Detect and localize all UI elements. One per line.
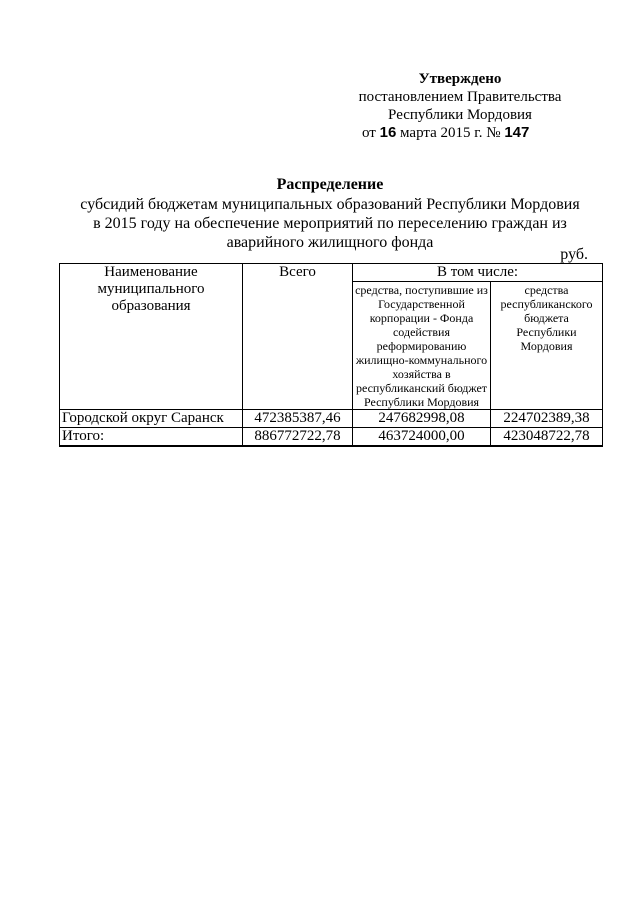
row-name: Городской округ Саранск <box>60 410 243 428</box>
column-header-name: Наименование муниципального образования <box>60 264 243 410</box>
date-prefix: от <box>362 125 376 141</box>
table-row-total <box>60 428 603 447</box>
row-total: 886772722,78 <box>243 428 353 447</box>
subsidy-table <box>59 263 603 447</box>
document-title: Распределение <box>276 176 384 193</box>
document-subtitle: субсидий бюджетам муниципальных образований Республики Мордовия в 2015 году на обеспечение мероприятий по переселению граждан из аварийного жилищного фонда <box>80 196 580 251</box>
number-label: № <box>486 125 501 141</box>
approval-block <box>340 70 580 142</box>
approval-month-year: марта 2015 г. <box>400 125 483 141</box>
row-name: Итого: <box>60 428 243 447</box>
row-republic: 423048722,78 <box>491 428 603 447</box>
document-title-block <box>80 175 580 252</box>
approval-line-1: постановлением Правительства <box>358 89 562 105</box>
units-label: руб. <box>560 246 588 263</box>
row-total: 472385387,46 <box>243 410 353 428</box>
column-header-total: Всего <box>243 264 353 410</box>
approval-date-line <box>340 124 580 142</box>
approval-line-2: Республики Мордовия <box>388 107 532 123</box>
column-header-fund: средства, поступившие из Государственной корпорации - Фонда содействия реформированию жилищно-коммунального хозяйства в республиканский бюджет Республики Мордовия <box>353 282 491 410</box>
approval-heading: Утверждено <box>418 71 502 87</box>
column-header-republic: средства республиканского бюджета Республики Мордовия <box>491 282 603 410</box>
column-header-including: В том числе: <box>353 264 603 282</box>
approval-day: 16 <box>379 124 397 141</box>
row-fund: 463724000,00 <box>353 428 491 447</box>
approval-number: 147 <box>504 124 530 141</box>
table-row <box>60 410 603 428</box>
row-fund: 247682998,08 <box>353 410 491 428</box>
row-republic: 224702389,38 <box>491 410 603 428</box>
